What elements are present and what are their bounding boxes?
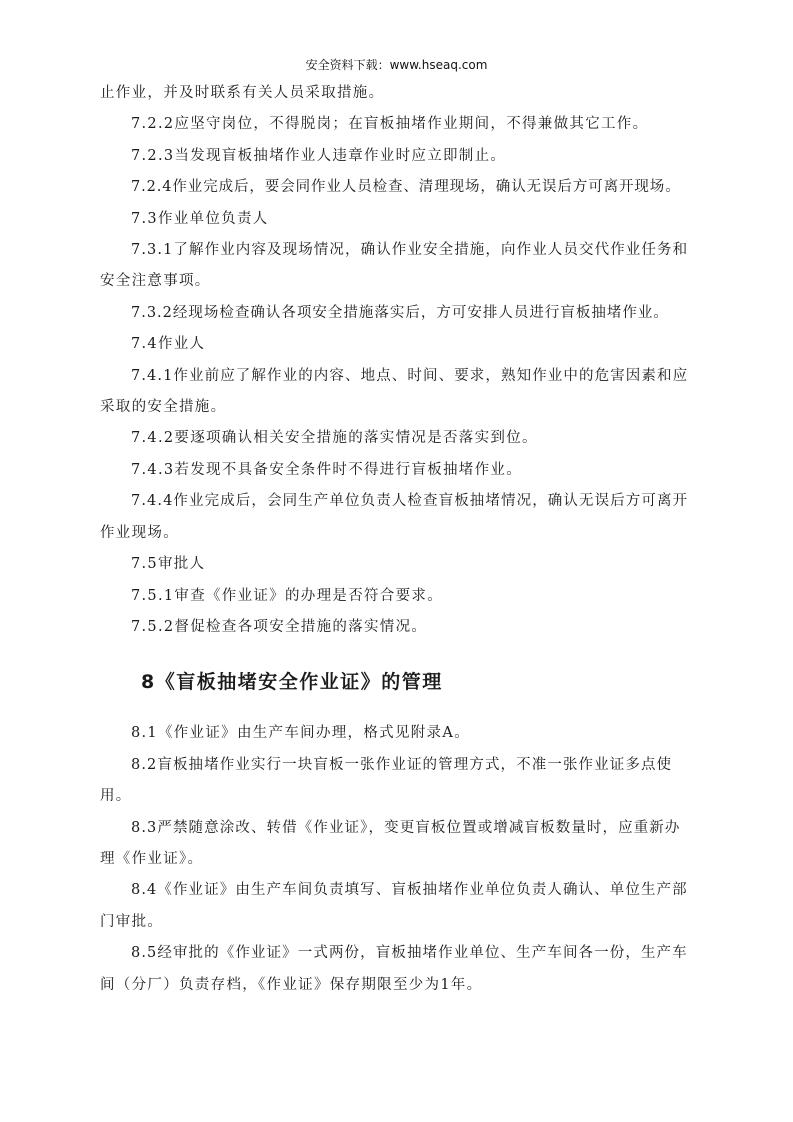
paragraph-line: 8.3严禁随意涂改、转借《作业证》，变更盲板位置或增减盲板数量时，应重新办 xyxy=(131,819,681,836)
paragraph-line: 7.5.1审查《作业证》的办理是否符合要求。 xyxy=(131,587,443,604)
section-8-title: 8《盲板抽堵安全作业证》的管理 xyxy=(141,671,443,694)
paragraph-line: 7.4.2要逐项确认相关安全措施的落实情况是否落实到位。 xyxy=(131,430,538,447)
paragraph-line: 安全注意事项。 xyxy=(100,273,211,290)
page-header: 安全资料下载：www.hseaq.com xyxy=(305,58,488,72)
subsection-heading: 7.4作业人 xyxy=(131,336,206,353)
paragraph-line: 8.2盲板抽堵作业实行一块盲板一张作业证的管理方式，不准一张作业证多点使 xyxy=(131,756,673,773)
paragraph-line: 7.2.3当发现盲板抽堵作业人违章作业时应立即制止。 xyxy=(131,147,507,164)
paragraph-line: 用。 xyxy=(100,788,132,805)
paragraph-line: 7.3.2经现场检查确认各项安全措施落实后，方可安排人员进行盲板抽堵作业。 xyxy=(131,304,669,321)
paragraph-line: 7.4.3若发现不具备安全条件时不得进行盲板抽堵作业。 xyxy=(131,461,522,478)
section-7-body xyxy=(100,78,700,643)
paragraph-line: 7.5.2督促检查各项安全措施的落实情况。 xyxy=(131,618,428,635)
paragraph-line: 8.5经审批的《作业证》一式两份，盲板抽堵作业单位、生产车间各一份，生产车 xyxy=(131,945,688,962)
paragraph-line: 作业现场。 xyxy=(100,524,179,541)
paragraph-line: 理《作业证》。 xyxy=(100,850,204,867)
section-8-body xyxy=(100,718,700,1001)
paragraph-line: 7.3.1了解作业内容及现场情况，确认作业安全措施，向作业人员交代作业任务和 xyxy=(131,242,689,259)
paragraph-line: 采取的安全措施。 xyxy=(100,399,227,416)
subsection-heading: 7.5审批人 xyxy=(131,556,206,573)
paragraph-line: 门审批。 xyxy=(100,913,164,930)
subsection-heading: 7.3作业单位负责人 xyxy=(131,210,269,227)
paragraph-line: 8.4《作业证》由生产车间负责填写、盲板抽堵作业单位负责人确认、单位生产部 xyxy=(131,882,688,899)
paragraph-line: 止作业，并及时联系有关人员采取措施。 xyxy=(100,85,385,101)
paragraph-line: 7.2.4作业完成后，要会同作业人员检查、清理现场，确认无误后方可离开现场。 xyxy=(131,179,681,196)
paragraph-line: 7.4.4作业完成后，会同生产单位负责人检查盲板抽堵情况，确认无误后方可离开 xyxy=(131,493,689,510)
paragraph-line: 7.4.1作业前应了解作业的内容、地点、时间、要求，熟知作业中的危害因素和应 xyxy=(131,367,689,384)
paragraph-line: 7.2.2应坚守岗位，不得脱岗；在盲板抽堵作业期间，不得兼做其它工作。 xyxy=(131,116,649,133)
document-body xyxy=(100,78,700,1001)
paragraph-line: 8.1《作业证》由生产车间办理，格式见附录A。 xyxy=(131,725,470,742)
paragraph-line: 间（分厂）负责存档，《作业证》保存期限至少为1年。 xyxy=(100,976,483,993)
